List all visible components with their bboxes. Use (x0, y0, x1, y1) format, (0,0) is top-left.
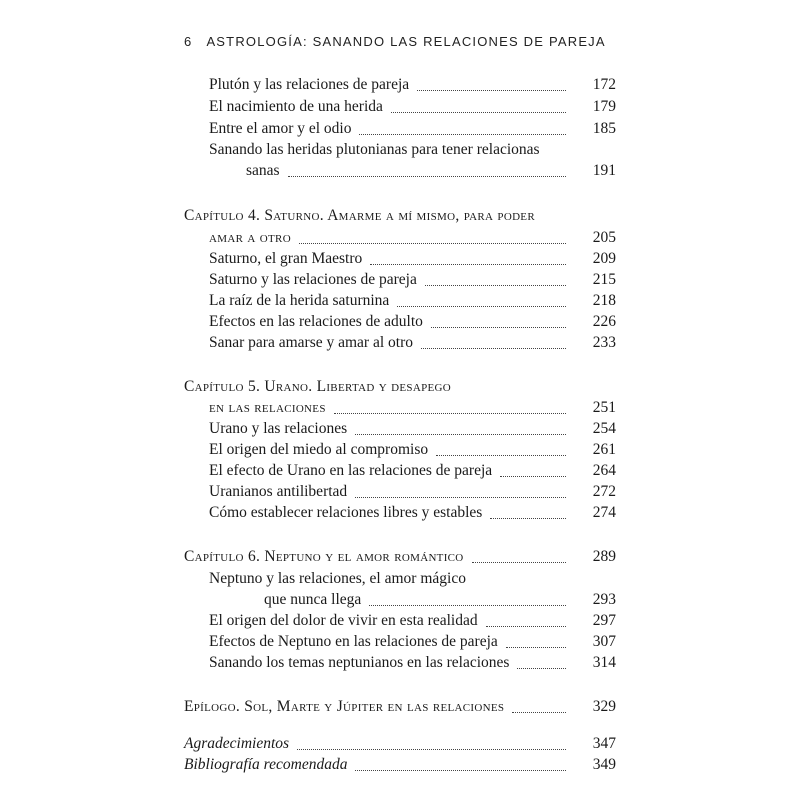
toc-page-number: 347 (592, 735, 616, 752)
toc-page-number: 274 (592, 504, 616, 521)
toc-page-number: 261 (592, 441, 616, 458)
dot-leader (506, 631, 566, 648)
dot-leader (334, 397, 566, 414)
dot-leader (355, 481, 566, 498)
dot-leader (359, 118, 566, 135)
toc-entry-nep-rel-2 (0, 589, 800, 611)
dot-leader (436, 439, 566, 456)
dot-leader (417, 74, 566, 91)
toc-entry-title: Neptuno y las relaciones, el amor mágico (209, 570, 466, 587)
toc-entry-title: amar a otro (209, 229, 291, 246)
toc-page-number: 205 (592, 229, 616, 246)
toc-entry-ura-efecto (0, 460, 800, 482)
toc-entry-title: Sanar para amarse y amar al otro (209, 334, 413, 351)
toc-entry-title: Epílogo. Sol, Marte y Júpiter en las relaciones (184, 698, 505, 715)
toc-page-number: 349 (592, 756, 616, 773)
toc-page-number: 233 (592, 334, 616, 351)
toc-entry-sat-maestro (0, 248, 800, 270)
toc-entry-plut-herida (0, 96, 800, 118)
dot-leader (397, 290, 566, 307)
toc-entry-agradec (0, 733, 800, 755)
toc-page-number: 215 (592, 271, 616, 288)
dot-leader (370, 248, 566, 265)
toc-page-number: 272 (592, 483, 616, 500)
dot-leader (431, 311, 566, 328)
toc-page-number: 314 (592, 654, 616, 671)
dot-leader (288, 160, 566, 177)
toc-entry-nep-efectos (0, 631, 800, 653)
toc-page-number: 293 (592, 591, 616, 608)
toc-entry-plut-sanando-2 (0, 160, 800, 182)
toc-entry-nep-sanando (0, 652, 800, 674)
toc-entry-ura-miedo (0, 439, 800, 461)
toc-page-number: 209 (592, 250, 616, 267)
toc-entry-title: Saturno, el gran Maestro (209, 250, 363, 267)
toc-page-number: 251 (592, 399, 616, 416)
toc-page-number: 289 (592, 548, 616, 565)
toc-entry-title: El efecto de Urano en las relaciones de pareja (209, 462, 493, 479)
toc-entry-title: Capítulo 4. Saturno. Amarme a mí mismo, para poder (184, 207, 535, 224)
toc-page-number: 297 (592, 612, 616, 629)
toc-entry-title: El origen del miedo al compromiso (209, 441, 429, 458)
toc-entry-title: Efectos de Neptuno en las relaciones de pareja (209, 633, 498, 650)
toc-entry-title: Sanando las heridas plutonianas para tener relacionas (209, 141, 540, 158)
toc-entry-plut-rel (0, 74, 800, 96)
dot-leader (490, 502, 566, 519)
toc-entry-ura-rel (0, 418, 800, 440)
toc-entry-epilogo (0, 696, 800, 718)
toc-entry-title: La raíz de la herida saturnina (209, 292, 390, 309)
toc-entry-ura-anti (0, 481, 800, 503)
toc-entry-nep-dolor (0, 610, 800, 632)
dot-leader (355, 418, 566, 435)
toc-entry-title: Uranianos antilibertad (209, 483, 348, 500)
toc-entry-cap4-2 (0, 227, 800, 249)
toc-entry-title: sanas (246, 162, 280, 179)
toc-page-number: 226 (592, 313, 616, 330)
toc-entry-title: Urano y las relaciones (209, 420, 348, 437)
toc-entry-title: El nacimiento de una herida (209, 98, 383, 115)
toc-entry-title: Agradecimientos (184, 735, 290, 752)
dot-leader (369, 589, 566, 606)
dot-leader (421, 332, 566, 349)
toc-entry-plut-sanando-1 (0, 139, 800, 161)
dot-leader (486, 610, 566, 627)
toc-entry-title: Capítulo 5. Urano. Libertad y desapego (184, 378, 452, 395)
toc-entry-title: en las relaciones (209, 399, 326, 416)
toc-entry-title: Efectos en las relaciones de adulto (209, 313, 423, 330)
dot-leader (517, 652, 566, 669)
toc-entry-title: Entre el amor y el odio (209, 120, 352, 137)
toc-entry-cap4-1 (0, 205, 800, 227)
dot-leader (500, 460, 566, 477)
toc-entry-title: Saturno y las relaciones de pareja (209, 271, 417, 288)
toc-entry-nep-rel-1 (0, 568, 800, 590)
toc-page-number: 254 (592, 420, 616, 437)
page-number: 6 (184, 34, 193, 49)
toc-page-number: 179 (592, 98, 616, 115)
dot-leader (472, 546, 566, 563)
toc-entry-title: Cómo establecer relaciones libres y estables (209, 504, 483, 521)
toc-entry-sat-rel (0, 269, 800, 291)
toc-page-number: 172 (592, 76, 616, 93)
dot-leader (355, 754, 566, 771)
toc-entry-sat-raiz (0, 290, 800, 312)
toc-page-number: 191 (592, 162, 616, 179)
toc-entry-title: El origen del dolor de vivir en esta realidad (209, 612, 478, 629)
toc-entry-title: Plutón y las relaciones de pareja (209, 76, 410, 93)
toc-entry-cap5-2 (0, 397, 800, 419)
toc-entry-biblio (0, 754, 800, 776)
toc-entry-ura-como (0, 502, 800, 524)
toc-entry-cap5-1 (0, 376, 800, 398)
toc-entry-title: Bibliografía recomendada (184, 756, 348, 773)
toc-page-number: 307 (592, 633, 616, 650)
running-title: ASTROLOGÍA: SANANDO LAS RELACIONES DE PAREJA (206, 34, 606, 49)
toc-entry-title: Capítulo 6. Neptuno y el amor romántico (184, 548, 464, 565)
toc-entry-sat-sanar (0, 332, 800, 354)
toc-page-number: 218 (592, 292, 616, 309)
toc-page-number: 185 (592, 120, 616, 137)
toc-entry-plut-amor (0, 118, 800, 140)
dot-leader (425, 269, 566, 286)
toc-page-number: 264 (592, 462, 616, 479)
dot-leader (512, 696, 566, 713)
dot-leader (391, 96, 566, 113)
toc-entry-title: Sanando los temas neptunianos en las relaciones (209, 654, 510, 671)
toc-entry-cap6 (0, 546, 800, 568)
toc-entry-title: que nunca llega (264, 591, 362, 608)
toc-page-number: 329 (592, 698, 616, 715)
toc-entry-sat-efectos (0, 311, 800, 333)
dot-leader (299, 227, 566, 244)
dot-leader (297, 733, 566, 750)
